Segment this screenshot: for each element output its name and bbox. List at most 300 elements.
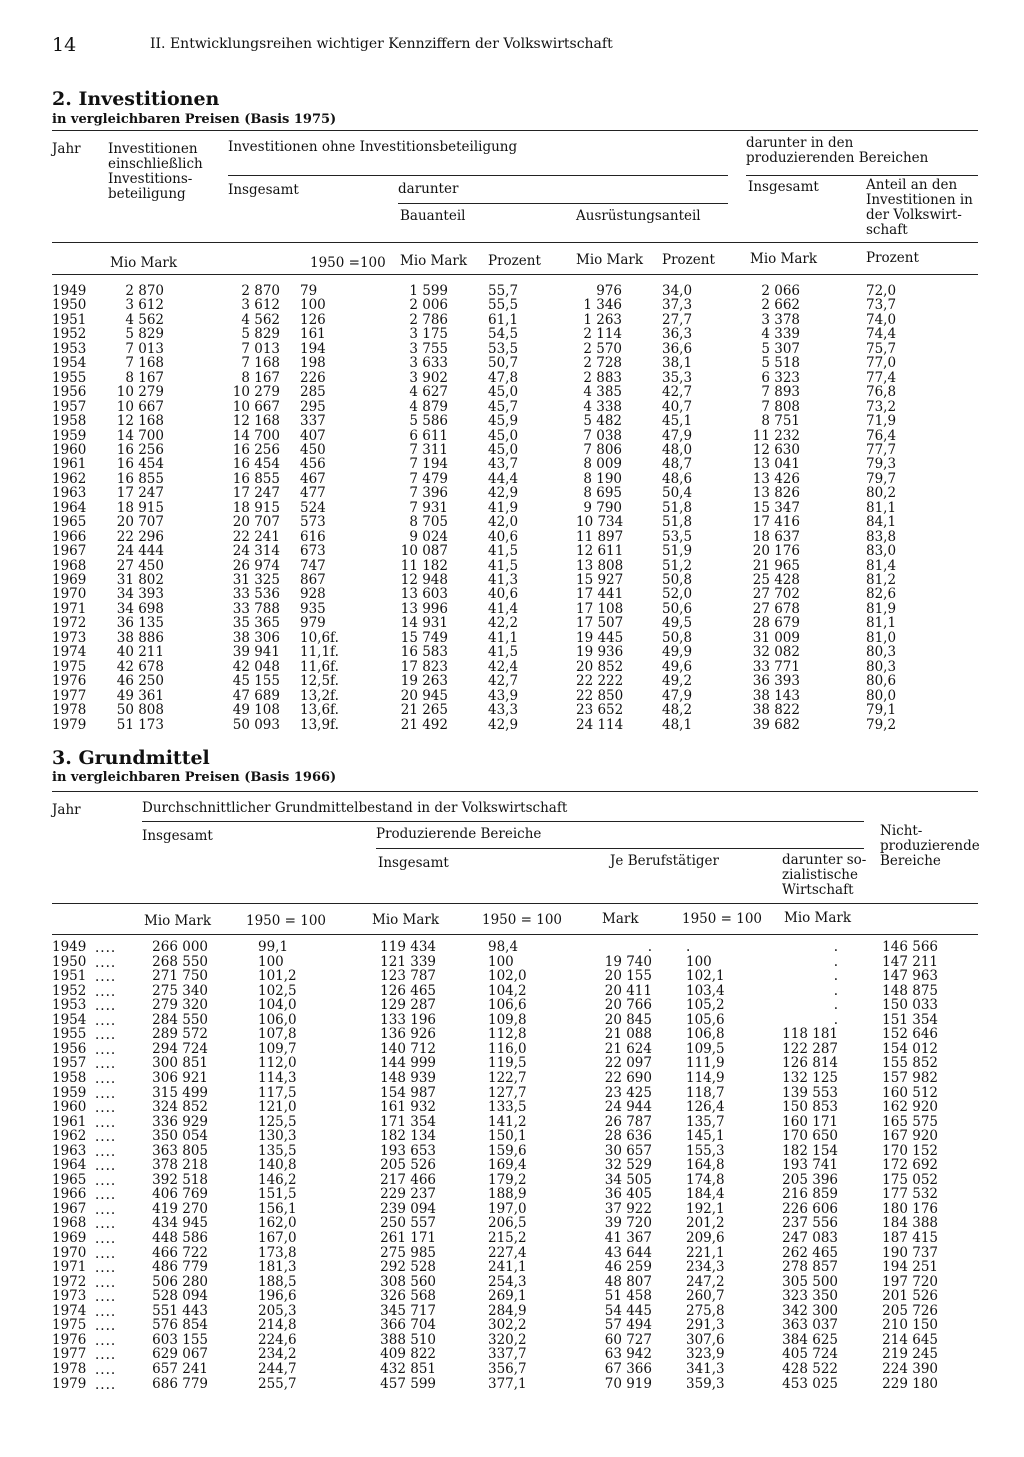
table-cell: 10 667 bbox=[232, 398, 280, 415]
table-cell: 976 bbox=[596, 283, 622, 299]
table-cell: 80,3 bbox=[866, 658, 897, 675]
year-cell: 1975 bbox=[52, 658, 87, 675]
table-cell: 177 532 bbox=[882, 1186, 938, 1203]
table-cell: 17 108 bbox=[576, 600, 624, 617]
table-cell: 44,4 bbox=[488, 470, 519, 487]
table-cell: 77,7 bbox=[866, 441, 897, 458]
table-cell: 184 388 bbox=[882, 1215, 938, 1232]
table-cell: 551 443 bbox=[152, 1302, 208, 1319]
table-cell: 49 108 bbox=[232, 702, 280, 719]
table-cell: 36,3 bbox=[662, 326, 693, 343]
table-cell: 979 bbox=[300, 615, 326, 632]
table-cell: 100 bbox=[488, 953, 514, 970]
table2-hdr-ausruestung: Ausrüstungsanteil bbox=[576, 208, 701, 224]
table-cell: 234,3 bbox=[686, 1259, 725, 1276]
table3-title: 3. Grundmittel bbox=[52, 747, 210, 769]
table-cell: 109,7 bbox=[258, 1040, 297, 1057]
table-cell: 105,2 bbox=[686, 997, 725, 1014]
table-cell: 167,0 bbox=[258, 1230, 297, 1246]
table-cell: 51,8 bbox=[662, 514, 693, 531]
year-cell: 1957 bbox=[52, 1055, 87, 1072]
table-cell: 135,5 bbox=[258, 1142, 297, 1159]
table-row bbox=[0, 342, 1024, 356]
table-cell: 214 645 bbox=[882, 1331, 938, 1348]
table-cell: 51,8 bbox=[662, 499, 693, 516]
table-row bbox=[0, 1186, 1024, 1204]
table-cell: 82,6 bbox=[866, 586, 897, 603]
table-cell: 187 415 bbox=[882, 1230, 938, 1246]
table-row bbox=[0, 414, 1024, 428]
table-cell: 201,2 bbox=[686, 1215, 725, 1232]
table-cell: 15 347 bbox=[752, 499, 800, 516]
table-cell: 337,7 bbox=[488, 1346, 527, 1363]
table2-unit-prozent1: Prozent bbox=[488, 253, 541, 269]
table-cell: 5 482 bbox=[583, 413, 622, 430]
table3-unit-mio1: Mio Mark bbox=[144, 913, 212, 929]
table-cell: 336 929 bbox=[152, 1113, 208, 1130]
year-cell: 1965 bbox=[52, 1171, 87, 1188]
table-cell: 205 726 bbox=[882, 1302, 938, 1319]
table-cell: 48,7 bbox=[662, 456, 693, 473]
table-cell: 41,5 bbox=[488, 543, 519, 560]
table-cell: 71,9 bbox=[866, 413, 897, 430]
table-cell: 20 411 bbox=[604, 982, 652, 999]
table-cell: 305 500 bbox=[782, 1273, 838, 1290]
table-cell: 4 879 bbox=[409, 398, 448, 415]
table-cell: 262 465 bbox=[782, 1244, 838, 1261]
table-cell: 28 636 bbox=[604, 1128, 652, 1145]
table-cell: 33 536 bbox=[232, 586, 280, 603]
table-cell: 269,1 bbox=[488, 1288, 527, 1305]
table-cell: 356,7 bbox=[488, 1360, 527, 1377]
table-row bbox=[0, 1086, 1024, 1100]
table-cell: 133,5 bbox=[488, 1099, 527, 1116]
table-cell: 52,0 bbox=[662, 586, 693, 603]
table-cell: 60 727 bbox=[604, 1331, 652, 1348]
table-row bbox=[0, 1128, 1024, 1146]
table-cell: 19 445 bbox=[576, 629, 624, 646]
table-cell: 9 024 bbox=[409, 528, 448, 545]
table-cell: 629 067 bbox=[152, 1346, 208, 1363]
table-cell: 239 094 bbox=[380, 1200, 436, 1217]
table-cell: 206,5 bbox=[488, 1215, 527, 1232]
table-cell: 20 707 bbox=[116, 514, 164, 531]
year-cell: 1969 bbox=[52, 572, 87, 588]
table-cell: 12,5f. bbox=[300, 673, 339, 690]
table-cell: 162 920 bbox=[882, 1099, 938, 1116]
table-cell: 165 575 bbox=[882, 1113, 938, 1130]
table-cell: 315 499 bbox=[152, 1084, 208, 1101]
table-cell: 16 454 bbox=[116, 456, 164, 473]
table-cell: 392 518 bbox=[152, 1171, 208, 1188]
table-cell: 42,7 bbox=[662, 384, 693, 401]
table-cell: 192,1 bbox=[686, 1200, 725, 1217]
table-cell: 46 259 bbox=[604, 1259, 652, 1276]
table-cell: 8 167 bbox=[241, 369, 280, 386]
table-cell: 109,5 bbox=[686, 1040, 725, 1057]
table-row bbox=[0, 559, 1024, 573]
table-cell: 214,8 bbox=[258, 1317, 297, 1334]
table-cell: 284 550 bbox=[152, 1011, 208, 1028]
table-cell: 102,1 bbox=[686, 968, 725, 985]
table-cell: 42 048 bbox=[232, 658, 280, 675]
table-cell: 477 bbox=[300, 485, 326, 502]
year-cell: 1970 bbox=[52, 1244, 87, 1261]
year-cell: 1949 bbox=[52, 283, 87, 299]
table-row bbox=[0, 703, 1024, 717]
table3-subtitle: in vergleichbaren Preisen (Basis 1966) bbox=[52, 770, 337, 785]
table-cell: 141,2 bbox=[488, 1113, 527, 1130]
table-cell: 12 168 bbox=[232, 413, 280, 430]
table2-hdr-prod-insgesamt: Insgesamt bbox=[748, 179, 819, 195]
table-cell: 144 999 bbox=[380, 1055, 436, 1072]
table-cell: 244,7 bbox=[258, 1360, 297, 1377]
table-cell: 22 222 bbox=[576, 673, 624, 690]
table-cell: 100 bbox=[300, 297, 326, 314]
year-cell: 1969 bbox=[52, 1230, 87, 1246]
table-cell: 100 bbox=[686, 953, 712, 970]
table-cell: 260,7 bbox=[686, 1288, 725, 1305]
table-cell: 73,7 bbox=[866, 297, 897, 314]
table-cell: 48,6 bbox=[662, 470, 693, 487]
dot-leader: .... bbox=[95, 1332, 117, 1349]
table-cell: 38,1 bbox=[662, 355, 693, 372]
table-cell: 229 237 bbox=[380, 1186, 436, 1203]
table3-rule-units bbox=[52, 903, 978, 904]
table3-hdr-insgesamt: Insgesamt bbox=[142, 828, 213, 844]
table3-rule-body bbox=[52, 934, 978, 935]
table-cell: 306 921 bbox=[152, 1069, 208, 1086]
table-cell: 114,3 bbox=[258, 1069, 297, 1086]
table-cell: 49,2 bbox=[662, 673, 693, 690]
table-cell: 22 296 bbox=[116, 528, 164, 545]
dot-leader: .... bbox=[95, 1376, 117, 1393]
table-row bbox=[0, 1026, 1024, 1044]
table-cell: 45,9 bbox=[488, 413, 519, 430]
table-cell: 2 786 bbox=[409, 311, 448, 328]
table-cell: 928 bbox=[300, 586, 326, 603]
table-cell: 50 093 bbox=[232, 716, 280, 733]
table-cell: 217 466 bbox=[380, 1171, 436, 1188]
table-cell: 3 755 bbox=[409, 340, 448, 357]
table-cell: 79 bbox=[300, 283, 318, 299]
table2-rule-prod bbox=[746, 175, 978, 176]
table-row bbox=[0, 1013, 1024, 1027]
table-cell: . bbox=[647, 939, 652, 955]
year-cell: 1971 bbox=[52, 600, 87, 617]
table-cell: 122,7 bbox=[488, 1069, 527, 1086]
year-cell: 1971 bbox=[52, 1259, 87, 1276]
table-cell: 8 190 bbox=[583, 470, 622, 487]
table-cell: 18 915 bbox=[116, 499, 164, 516]
year-cell: 1953 bbox=[52, 340, 87, 357]
table-cell: 45 155 bbox=[232, 673, 280, 690]
table-cell: 5 829 bbox=[125, 326, 164, 343]
table-cell: 36 405 bbox=[604, 1186, 652, 1203]
running-title: II. Entwicklungsreihen wichtiger Kennziffern der Volkswirtschaft bbox=[150, 36, 613, 52]
table-cell: 576 854 bbox=[152, 1317, 208, 1334]
table-cell: 867 bbox=[300, 572, 326, 588]
table-cell: 8 009 bbox=[583, 456, 622, 473]
table-row bbox=[0, 371, 1024, 385]
table-cell: 42,7 bbox=[488, 673, 519, 690]
table-cell: 184,4 bbox=[686, 1186, 725, 1203]
dot-leader: .... bbox=[95, 983, 117, 1000]
table-cell: 150,1 bbox=[488, 1128, 527, 1145]
table-cell: 34 393 bbox=[116, 586, 164, 603]
table-row bbox=[0, 400, 1024, 414]
table-row bbox=[0, 429, 1024, 443]
dot-leader: .... bbox=[95, 1085, 117, 1102]
table-cell: 41 367 bbox=[604, 1230, 652, 1246]
table-cell: 226 bbox=[300, 369, 326, 386]
table-cell: 224,6 bbox=[258, 1331, 297, 1348]
table-cell: 14 931 bbox=[400, 615, 448, 632]
table-cell: 45,0 bbox=[488, 441, 519, 458]
dot-leader: .... bbox=[95, 1318, 117, 1335]
table-cell: 173,8 bbox=[258, 1244, 297, 1261]
table-cell: 4 338 bbox=[583, 398, 622, 415]
year-cell: 1949 bbox=[52, 939, 87, 955]
table-cell: 7 194 bbox=[409, 456, 448, 473]
table-cell: 43,9 bbox=[488, 687, 519, 704]
year-cell: 1951 bbox=[52, 311, 87, 328]
table-row bbox=[0, 544, 1024, 558]
table-row bbox=[0, 645, 1024, 659]
year-cell: 1974 bbox=[52, 644, 87, 661]
table-cell: 450 bbox=[300, 441, 326, 458]
table-cell: 261 171 bbox=[380, 1230, 436, 1246]
year-cell: 1962 bbox=[52, 470, 87, 487]
table-cell: 170 650 bbox=[782, 1128, 838, 1145]
table-cell: 51,9 bbox=[662, 543, 693, 560]
table-cell: 337 bbox=[300, 413, 326, 430]
table-cell: 7 479 bbox=[409, 470, 448, 487]
table-cell: 21 624 bbox=[604, 1040, 652, 1057]
table-cell: 117,5 bbox=[258, 1084, 297, 1101]
table-cell: 320,2 bbox=[488, 1331, 527, 1348]
table-row bbox=[0, 660, 1024, 674]
table-cell: 210 150 bbox=[882, 1317, 938, 1334]
table-cell: 3 612 bbox=[125, 297, 164, 314]
table-cell: 2 728 bbox=[583, 355, 622, 372]
table-row bbox=[0, 298, 1024, 312]
table-cell: 119,5 bbox=[488, 1055, 527, 1072]
table-cell: 154 987 bbox=[380, 1084, 436, 1101]
year-cell: 1950 bbox=[52, 297, 87, 314]
table2-unit-prozent2: Prozent bbox=[662, 252, 715, 268]
table-cell: 18 915 bbox=[232, 499, 280, 516]
dot-leader: .... bbox=[95, 1041, 117, 1058]
table-cell: 151 354 bbox=[882, 1011, 938, 1028]
table2-hdr-insgesamt: Insgesamt bbox=[228, 182, 299, 198]
table-cell: 419 270 bbox=[152, 1200, 208, 1217]
table-cell: 51 458 bbox=[604, 1288, 652, 1305]
table-cell: 2 114 bbox=[583, 326, 622, 343]
table-cell: 129 287 bbox=[380, 997, 436, 1014]
table2-unit-mio1: Mio Mark bbox=[110, 255, 178, 271]
table-cell: 19 936 bbox=[576, 644, 624, 661]
table-cell: 528 094 bbox=[152, 1288, 208, 1305]
table-cell: 405 724 bbox=[782, 1346, 838, 1363]
table-cell: 39 720 bbox=[604, 1215, 652, 1232]
table-cell: 127,7 bbox=[488, 1084, 527, 1101]
table-row bbox=[0, 313, 1024, 327]
table-cell: 13,9f. bbox=[300, 716, 339, 733]
table-cell: 175 052 bbox=[882, 1171, 938, 1188]
table-cell: 4 562 bbox=[125, 311, 164, 328]
table-cell: 237 556 bbox=[782, 1215, 838, 1232]
table-cell: 224 390 bbox=[882, 1360, 938, 1377]
dot-leader: .... bbox=[95, 1114, 117, 1131]
table-cell: 292 528 bbox=[380, 1259, 436, 1276]
table-cell: 285 bbox=[300, 384, 326, 401]
table-row bbox=[0, 573, 1024, 587]
table-cell: 2 662 bbox=[761, 297, 800, 314]
table3-unit-mark: Mark bbox=[602, 911, 639, 927]
table-cell: 79,7 bbox=[866, 470, 897, 487]
year-cell: 1960 bbox=[52, 1099, 87, 1116]
table-row bbox=[0, 674, 1024, 688]
year-cell: 1951 bbox=[52, 968, 87, 985]
year-cell: 1954 bbox=[52, 1011, 87, 1028]
table-cell: . bbox=[833, 953, 838, 970]
table-cell: 4 385 bbox=[583, 384, 622, 401]
table-cell: 279 320 bbox=[152, 997, 208, 1014]
table-cell: 11 182 bbox=[400, 557, 448, 574]
table-cell: 11,6f. bbox=[300, 658, 339, 675]
table-cell: 80,2 bbox=[866, 485, 897, 502]
table-cell: 161 bbox=[300, 326, 326, 343]
table-cell: 193 741 bbox=[782, 1157, 838, 1174]
year-cell: 1966 bbox=[52, 528, 87, 545]
table-cell: 112,0 bbox=[258, 1055, 297, 1072]
table-cell: 13,6f. bbox=[300, 702, 339, 719]
table-cell: 12 630 bbox=[752, 441, 800, 458]
table-row bbox=[0, 501, 1024, 515]
table-row bbox=[0, 472, 1024, 486]
table2-title: 2. Investitionen bbox=[52, 88, 220, 110]
table-cell: 10 279 bbox=[116, 384, 164, 401]
table-cell: 20 766 bbox=[604, 997, 652, 1014]
table-cell: 37,3 bbox=[662, 297, 693, 314]
table-cell: 13 426 bbox=[752, 470, 800, 487]
dot-leader: .... bbox=[95, 1303, 117, 1320]
table-cell: 22 241 bbox=[232, 528, 280, 545]
table-cell: 33 771 bbox=[752, 658, 800, 675]
table-cell: 457 599 bbox=[380, 1375, 436, 1392]
table-cell: 47,9 bbox=[662, 427, 693, 444]
table-cell: 45,1 bbox=[662, 413, 693, 430]
table-row bbox=[0, 689, 1024, 703]
year-cell: 1967 bbox=[52, 543, 87, 560]
table-cell: 28 679 bbox=[752, 615, 800, 632]
table-cell: 136 926 bbox=[380, 1026, 436, 1043]
table-cell: 155 852 bbox=[882, 1055, 938, 1072]
table-cell: 41,5 bbox=[488, 557, 519, 574]
year-cell: 1961 bbox=[52, 1113, 87, 1130]
table-cell: 194 bbox=[300, 340, 326, 357]
table-cell: 506 280 bbox=[152, 1273, 208, 1290]
table-cell: 37 922 bbox=[604, 1200, 652, 1217]
table-cell: 7 038 bbox=[583, 427, 622, 444]
table-cell: 255,7 bbox=[258, 1375, 297, 1392]
table-cell: 161 932 bbox=[380, 1099, 436, 1116]
year-cell: 1977 bbox=[52, 687, 87, 704]
table-cell: 50,6 bbox=[662, 600, 693, 617]
table-cell: 150 853 bbox=[782, 1099, 838, 1116]
table-row bbox=[0, 327, 1024, 341]
table-cell: 2 870 bbox=[241, 283, 280, 299]
year-cell: 1967 bbox=[52, 1200, 87, 1217]
table-row bbox=[0, 587, 1024, 601]
table-cell: 13,2f. bbox=[300, 687, 339, 704]
table-cell: 197,0 bbox=[488, 1200, 527, 1217]
table-cell: 27,7 bbox=[662, 311, 693, 328]
table-cell: 148 875 bbox=[882, 982, 938, 999]
table-cell: . bbox=[833, 997, 838, 1014]
table-cell: 48,0 bbox=[662, 441, 693, 458]
table-cell: 686 779 bbox=[152, 1375, 208, 1392]
table-cell: 45,0 bbox=[488, 427, 519, 444]
table-cell: 33 788 bbox=[232, 600, 280, 617]
table-cell: 16 454 bbox=[232, 456, 280, 473]
table-cell: 38 143 bbox=[752, 687, 800, 704]
table-cell: 7 808 bbox=[761, 398, 800, 415]
table-cell: 2 570 bbox=[583, 340, 622, 357]
table-cell: 67 366 bbox=[604, 1360, 652, 1377]
table-cell: 323,9 bbox=[686, 1346, 725, 1363]
table-cell: 10 279 bbox=[232, 384, 280, 401]
table-cell: 50,4 bbox=[662, 485, 693, 502]
table-cell: 104,0 bbox=[258, 997, 297, 1014]
table-row bbox=[0, 457, 1024, 471]
table3-rule-produzierende bbox=[376, 848, 864, 849]
table-cell: 36,6 bbox=[662, 340, 693, 357]
table-cell: 7 396 bbox=[409, 485, 448, 502]
table-cell: 21 492 bbox=[400, 716, 448, 733]
table-cell: 278 857 bbox=[782, 1259, 838, 1276]
year-cell: 1959 bbox=[52, 427, 87, 444]
table-cell: 41,1 bbox=[488, 629, 519, 646]
table-cell: 295 bbox=[300, 398, 326, 415]
table-cell: 162,0 bbox=[258, 1215, 297, 1232]
table-cell: 182 134 bbox=[380, 1128, 436, 1145]
table-cell: 247 083 bbox=[782, 1230, 838, 1246]
table3-hdr-produzierende: Produzierende Bereiche bbox=[376, 826, 542, 842]
table2-hdr-jahr: Jahr bbox=[52, 141, 81, 157]
table-cell: 9 790 bbox=[583, 499, 622, 516]
table-cell: 27 450 bbox=[116, 557, 164, 574]
table-cell: 935 bbox=[300, 600, 326, 617]
table-cell: 2 066 bbox=[761, 283, 800, 299]
dot-leader: .... bbox=[95, 1056, 117, 1073]
year-cell: 1952 bbox=[52, 982, 87, 999]
table-cell: 53,5 bbox=[488, 340, 519, 357]
table-cell: 26 787 bbox=[604, 1113, 652, 1130]
table-cell: 34 698 bbox=[116, 600, 164, 617]
table-cell: . bbox=[686, 939, 691, 955]
table-cell: 428 522 bbox=[782, 1360, 838, 1377]
table-cell: 50,8 bbox=[662, 629, 693, 646]
table-cell: 79,1 bbox=[866, 702, 897, 719]
table-cell: 20 845 bbox=[604, 1011, 652, 1028]
table3-hdr-je-beruf: Je Berufstätiger bbox=[610, 853, 719, 869]
table-cell: 384 625 bbox=[782, 1331, 838, 1348]
table-cell: 291,3 bbox=[686, 1317, 725, 1334]
table-cell: 13 826 bbox=[752, 485, 800, 502]
year-cell: 1954 bbox=[52, 355, 87, 372]
